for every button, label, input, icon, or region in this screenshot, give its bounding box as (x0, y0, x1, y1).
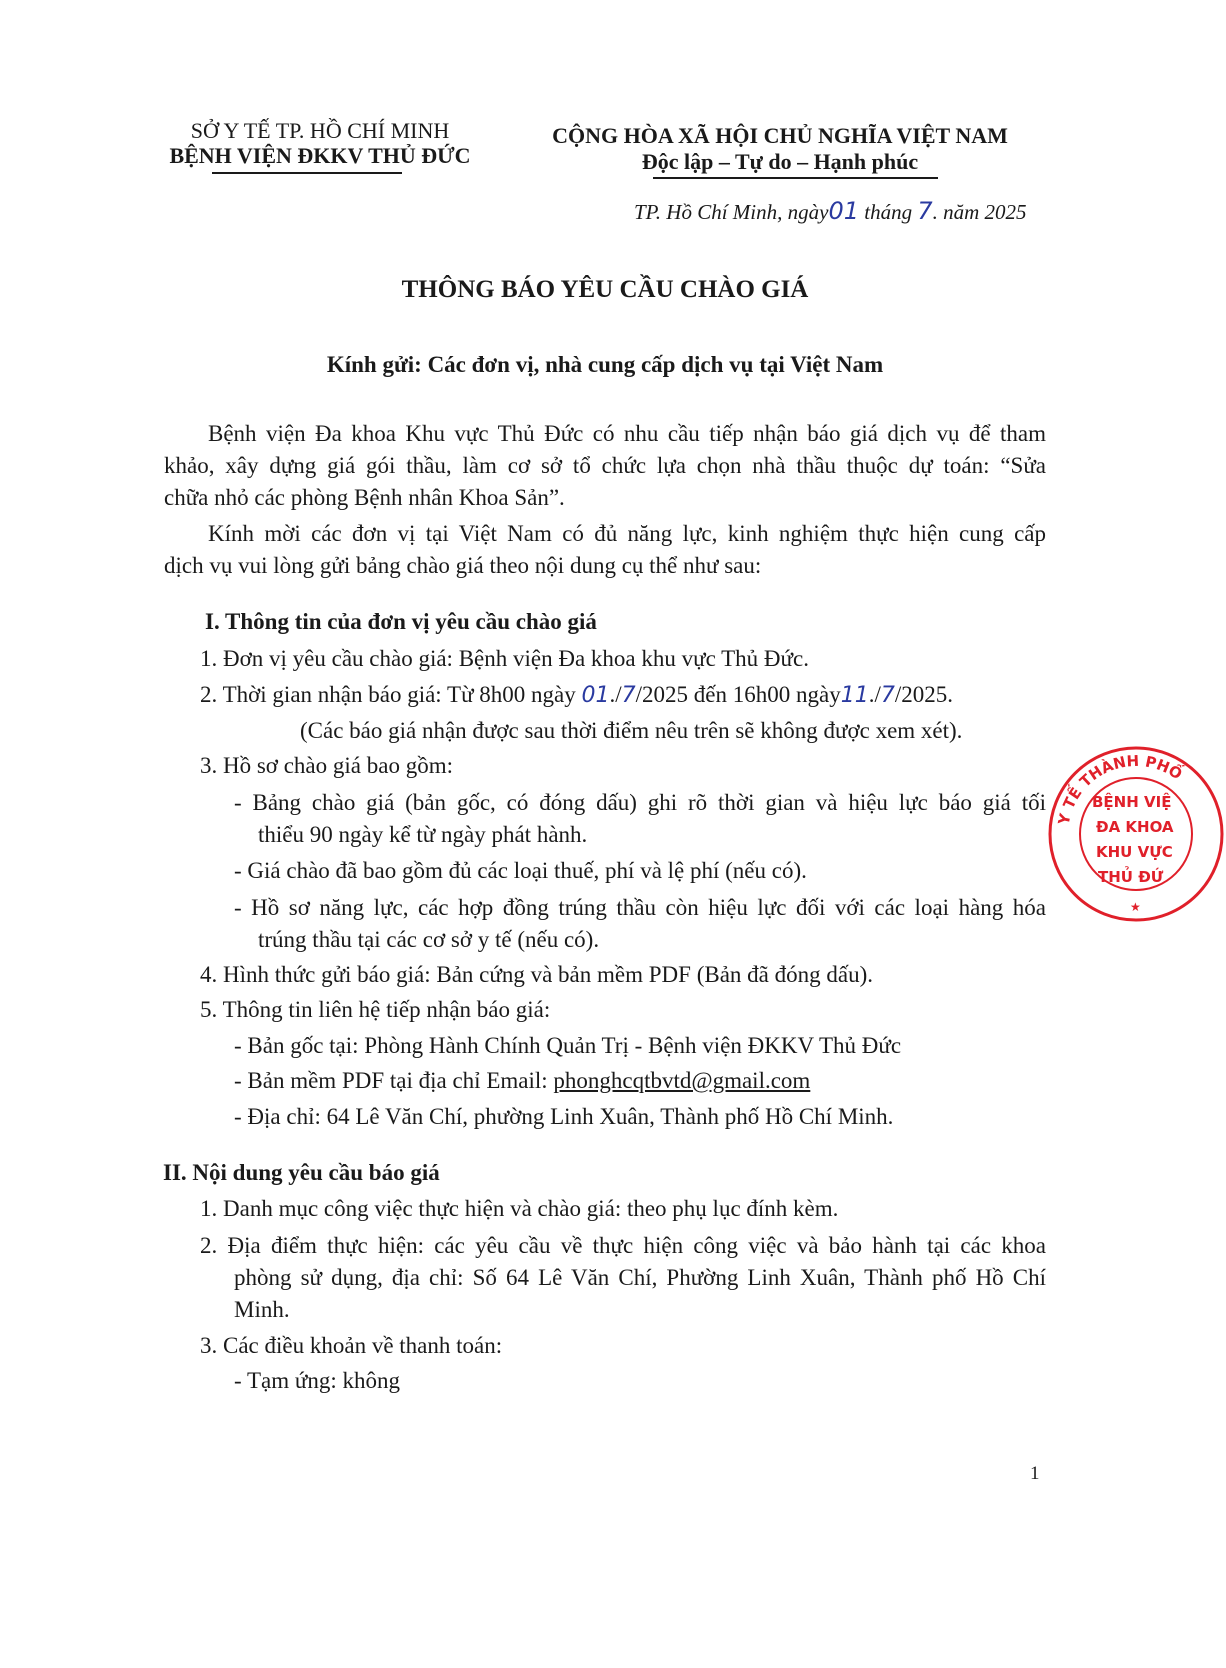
item2-sep2: ./ (868, 682, 881, 707)
stamp-line-4: THỦ ĐỨ (1098, 868, 1164, 886)
date-year: . năm 2025 (932, 200, 1027, 224)
stamp-line-2: ĐA KHOA (1096, 818, 1174, 836)
item2-prefix: 2. Thời gian nhận báo giá: Từ 8h00 ngày (200, 682, 576, 707)
date-month-label: tháng (864, 200, 913, 224)
intro-p1-line3: chữa nhỏ các phòng Bệnh nhân Khoa Sản”. (164, 485, 565, 510)
item2-month1-handwritten: 7 (621, 683, 636, 708)
item5b-prefix: - Bản mềm PDF tại địa chỉ Email: (234, 1068, 554, 1093)
section-1-item-4: 4. Hình thức gửi báo giá: Bản cứng và bản mềm PDF (Bản đã đóng dấu). (200, 962, 873, 987)
section-2-item-1: 1. Danh mục công việc thực hiện và chào giá: theo phụ lục đính kèm. (200, 1196, 839, 1221)
stamp-line-1: BỆNH VIỆ (1092, 793, 1172, 811)
section-2-item-2 (200, 1230, 1046, 1326)
motto-underline (653, 177, 938, 179)
nation-title: CỘNG HÒA XÃ HỘI CHỦ NGHĨA VIỆT NAM (552, 123, 1008, 148)
section-1-item-1: 1. Đơn vị yêu cầu chào giá: Bệnh viện Đa khoa khu vực Thủ Đức. (200, 646, 809, 671)
section-1-item-3a (234, 787, 1046, 851)
item2-month2-handwritten: 7 (880, 683, 895, 708)
intro-p2-line1: Kính mời các đơn vị tại Việt Nam có đủ năng lực, kinh nghiệm thực hiện cung cấp (208, 521, 1046, 546)
item2-mid: /2025 đến 16h00 ngày (635, 682, 841, 707)
section-1-heading: I. Thông tin của đơn vị yêu cầu chào giá (205, 609, 597, 634)
hospital-stamp (1046, 744, 1226, 924)
item3c-line2: trúng thầu tại các cơ sở y tế (nếu có). (258, 927, 600, 952)
s2-item2-line3: Minh. (234, 1297, 290, 1322)
item2-day2-handwritten: 11 (840, 683, 869, 708)
item3a-line1: - Bảng chào giá (bản gốc, có đóng dấu) ghi rõ thời gian và hiệu lực báo giá tối (234, 790, 1046, 815)
section-1-item-3b: - Giá chào đã bao gồm đủ các loại thuế, phí và lệ phí (nếu có). (234, 858, 807, 883)
section-1-item-5: 5. Thông tin liên hệ tiếp nhận báo giá: (200, 997, 551, 1022)
s2-item2-line2: phòng sử dụng, địa chỉ: Số 64 Lê Văn Chí, Phường Linh Xuân, Thành phố Hồ Chí (234, 1265, 1046, 1290)
section-2-item-3: 3. Các điều khoản về thanh toán: (200, 1333, 503, 1358)
section-1-item-3: 3. Hồ sơ chào giá bao gồm: (200, 753, 453, 778)
section-1-item-5b (234, 1068, 810, 1094)
item3a-line2: thiểu 90 ngày kể từ ngày phát hành. (258, 822, 588, 847)
section-2-item-3a: - Tạm ứng: không (234, 1368, 400, 1393)
section-1-item-2 (200, 682, 953, 708)
page-number: 1 (1030, 1463, 1040, 1484)
email-link[interactable]: phonghcqtbvtd@gmail.com (553, 1068, 811, 1093)
section-2-heading: II. Nội dung yêu cầu báo giá (163, 1160, 440, 1185)
stamp-star-icon: ★ (1130, 900, 1141, 914)
item2-day1-handwritten: 01 (581, 683, 610, 708)
intro-paragraph-1 (164, 418, 1046, 514)
recipient-line: Kính gửi: Các đơn vị, nhà cung cấp dịch vụ tại Việt Nam (326, 352, 884, 377)
s2-item2-line1: 2. Địa điểm thực hiện: các yêu cầu về thực hiện công việc và bảo hành tại các khoa (200, 1233, 1046, 1258)
section-1-item-5a: - Bản gốc tại: Phòng Hành Chính Quản Trị - Bệnh viện ĐKKV Thủ Đức (234, 1033, 902, 1058)
stamp-ring-text: Y TẾ THÀNH PHỐ (1054, 751, 1186, 827)
nation-motto: Độc lập – Tự do – Hạnh phúc (641, 149, 919, 174)
org-name-line1: SỞ Y TẾ TP. HỒ CHÍ MINH (190, 118, 450, 143)
section-1-item-3c (234, 892, 1046, 956)
org-underline (212, 172, 402, 174)
date-month-handwritten: 7 (917, 197, 933, 225)
intro-paragraph-2 (164, 518, 1046, 582)
item3c-line1: - Hồ sơ năng lực, các hợp đồng trúng thầu còn hiệu lực đối với các loại hàng hóa (234, 895, 1046, 920)
intro-p1-line1: Bệnh viện Đa khoa Khu vực Thủ Đức có nhu cầu tiếp nhận báo giá dịch vụ để tham (208, 421, 1046, 446)
intro-p2-line2: dịch vụ vui lòng gửi bảng chào giá theo nội dung cụ thể như sau: (164, 553, 762, 578)
section-1-item-5c: - Địa chỉ: 64 Lê Văn Chí, phường Linh Xuân, Thành phố Hồ Chí Minh. (234, 1104, 894, 1129)
org-name-line2: BỆNH VIỆN ĐKKV THỦ ĐỨC (169, 143, 471, 168)
intro-p1-line2: khảo, xây dựng giá gói thầu, làm cơ sở tổ chức lựa chọn nhà thầu thuộc dự toán: “Sửa (164, 453, 1046, 478)
item2-end: /2025. (894, 682, 953, 707)
section-1-item-2-note: (Các báo giá nhận được sau thời điểm nêu trên sẽ không được xem xét). (300, 718, 963, 743)
document-title: THÔNG BÁO YÊU CẦU CHÀO GIÁ (401, 276, 809, 303)
date-day-handwritten: 01 (828, 197, 860, 225)
item2-sep1: ./ (609, 682, 622, 707)
stamp-line-3: KHU VỰC (1096, 843, 1173, 861)
date-line (634, 197, 1027, 225)
date-prefix: TP. Hồ Chí Minh, ngày (634, 200, 829, 224)
